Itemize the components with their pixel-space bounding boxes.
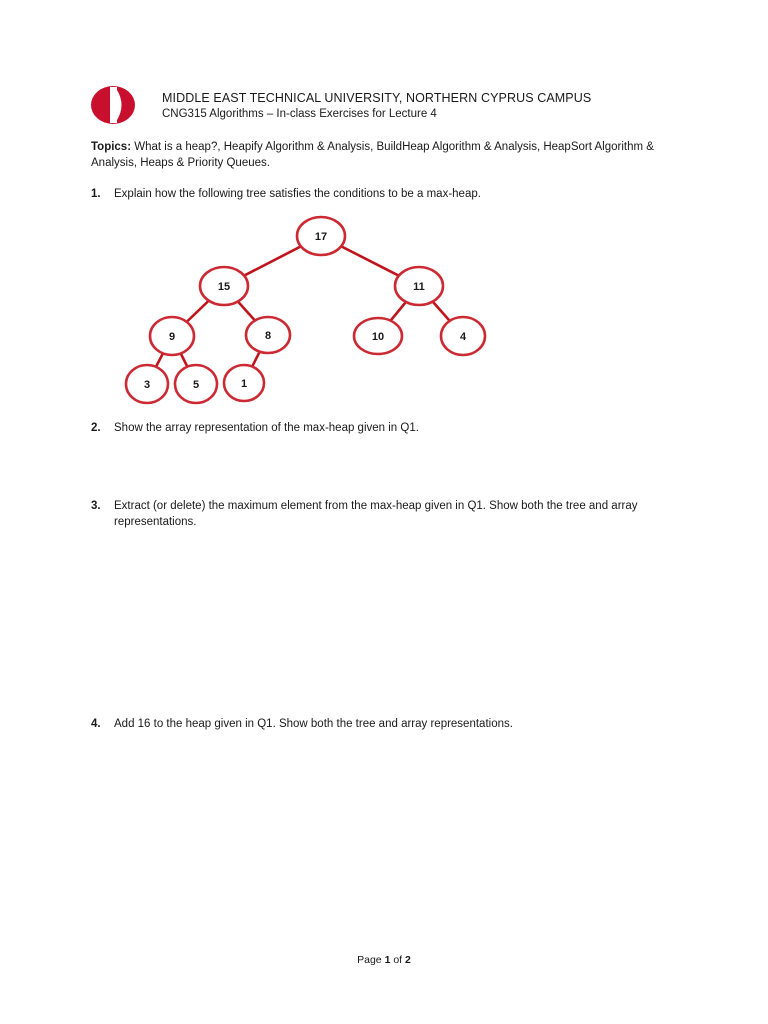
footer-middle: of — [390, 954, 406, 966]
institution-name: MIDDLE EAST TECHNICAL UNIVERSITY, NORTHERN CYPRUS CAMPUS — [162, 91, 592, 105]
footer-prefix: Page — [357, 954, 385, 966]
tree-node-value: 9 — [168, 331, 176, 343]
topics-label: Topics: — [91, 141, 132, 153]
question-number: 4. — [91, 718, 101, 730]
question-text: Explain how the following tree satisfies the conditions to be a max-heap. — [114, 188, 481, 200]
question-number: 1. — [91, 188, 101, 200]
question-text: Show the array representation of the max-heap given in Q1. — [114, 422, 419, 434]
question-text: Add 16 to the heap given in Q1. Show both the tree and array representations. — [114, 718, 513, 730]
total-page-count: 2 — [405, 954, 411, 966]
tree-node-value: 17 — [314, 231, 328, 243]
tree-node-value: 10 — [371, 331, 385, 343]
course-title: CNG315 Algorithms – In-class Exercises for Lecture 4 — [162, 108, 437, 120]
tree-node-value: 8 — [264, 330, 272, 342]
question-number: 2. — [91, 422, 101, 434]
tree-node-value: 4 — [459, 331, 467, 343]
page-footer — [0, 954, 768, 966]
tree-node-value: 5 — [192, 379, 200, 391]
question-text: Extract (or delete) the maximum element from the max-heap given in Q1. Show both the tree and array representations. — [114, 500, 638, 528]
tree-node-value: 3 — [143, 379, 151, 391]
tree-node-value: 15 — [217, 281, 231, 293]
current-page-number: 1 — [384, 954, 391, 966]
tree-node-value: 1 — [240, 378, 248, 390]
topics-text: What is a heap?, Heapify Algorithm & Analysis, BuildHeap Algorithm & Analysis, HeapSort Algorithm & Analysis, Heaps & Priority Queues. — [91, 141, 654, 169]
question-number: 3. — [91, 500, 101, 512]
tree-node-value: 11 — [413, 281, 425, 293]
